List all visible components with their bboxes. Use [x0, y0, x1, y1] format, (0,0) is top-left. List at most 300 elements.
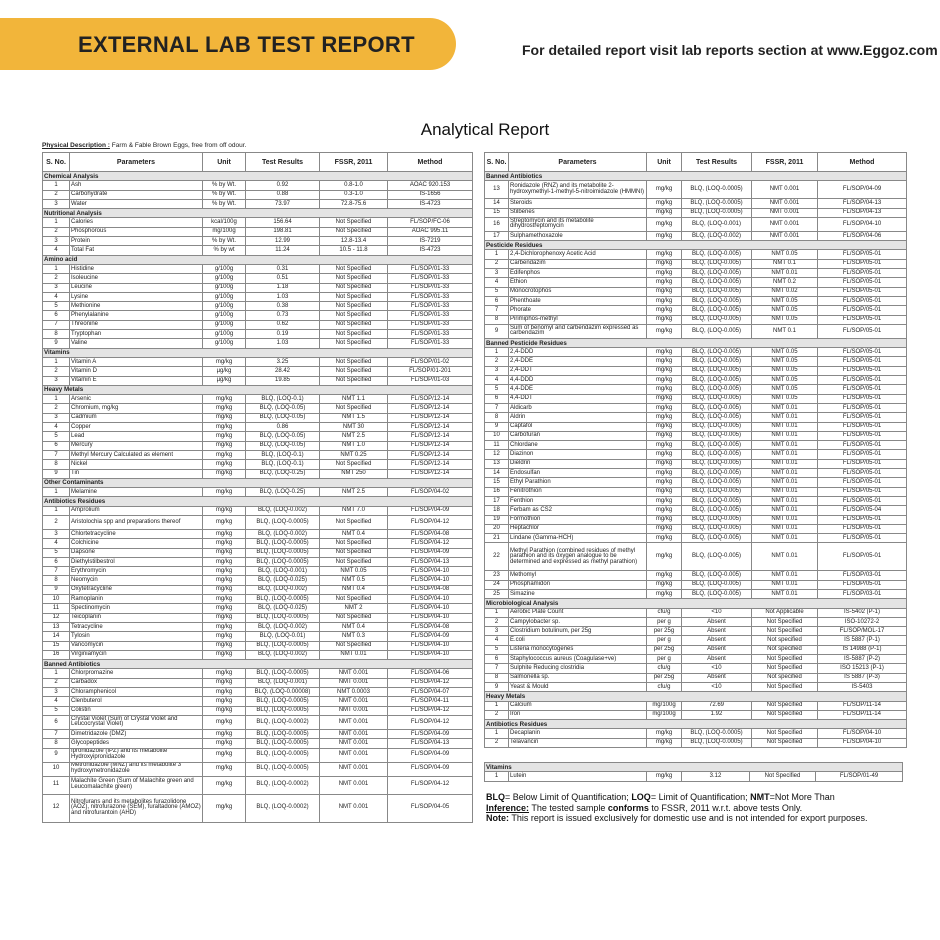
table-row: [485, 515, 907, 524]
table-cell: 1: [485, 729, 509, 738]
section-title: Antibiotics Residues: [43, 497, 473, 506]
table-cell: Lutein: [509, 772, 647, 781]
section-title: Banned Antibiotics: [485, 172, 907, 181]
column-header: Unit: [647, 153, 682, 172]
table-cell: Formothion: [509, 515, 647, 524]
table-cell: Absent: [682, 655, 752, 664]
table-row: [43, 181, 473, 190]
table-cell: FL/SOP/11-14: [818, 701, 907, 710]
table-cell: BLQ, (LOQ-0.25): [246, 469, 320, 478]
table-row: [43, 199, 473, 208]
section-header-row: [43, 348, 473, 357]
table-cell: NMT 2.5: [320, 488, 388, 497]
table-cell: NMT 0.01: [752, 413, 818, 422]
table-cell: Virginiamycin: [70, 650, 203, 659]
table-cell: mg/kg: [203, 604, 246, 613]
table-cell: 10: [43, 762, 70, 776]
table-cell: 3: [43, 283, 70, 292]
table-row: [43, 274, 473, 283]
table-cell: Lindane (Gamma-HCH): [509, 534, 647, 543]
table-cell: 11: [485, 441, 509, 450]
table-cell: g/100g: [203, 339, 246, 348]
table-cell: BLQ, (LOQ-0.05): [246, 432, 320, 441]
table-row: [485, 469, 907, 478]
table-cell: BLQ, (LOQ-0.002): [246, 529, 320, 538]
table-cell: BLQ, (LOQ-0.005): [682, 315, 752, 324]
table-cell: Not Specified: [752, 655, 818, 664]
table-cell: 0.3-1.0: [320, 190, 388, 199]
table-row: [485, 269, 907, 278]
table-cell: 3: [43, 413, 70, 422]
table-cell: FL/SOP/04-12: [388, 715, 473, 729]
table-row: [43, 567, 473, 576]
table-cell: mg/kg: [203, 450, 246, 459]
table-row: [485, 589, 907, 598]
table-cell: mg/kg: [203, 739, 246, 748]
table-cell: 7: [43, 567, 70, 576]
table-cell: Histidine: [70, 264, 203, 273]
table-row: [43, 748, 473, 762]
table-cell: BLQ, (LOQ-0.00008): [246, 688, 320, 697]
table-cell: FL/SOP/04-12: [388, 706, 473, 715]
table-row: [485, 394, 907, 403]
section-header-row: [485, 692, 907, 701]
table-cell: cfu/g: [647, 608, 682, 617]
table-cell: mg/kg: [647, 441, 682, 450]
table-cell: NMT 0.4: [320, 585, 388, 594]
table-cell: 14: [43, 632, 70, 641]
table-cell: NMT 0.1: [752, 259, 818, 268]
table-cell: FL/SOP/04-12: [388, 515, 473, 529]
table-cell: Clenbuterol: [70, 697, 203, 706]
table-cell: Not Specified: [320, 311, 388, 320]
table-cell: FL/SOP/12-14: [388, 441, 473, 450]
table-cell: mg/kg: [647, 524, 682, 533]
table-cell: IS 5887 (P-3): [818, 673, 907, 682]
table-cell: 4,4-DDE: [509, 385, 647, 394]
table-cell: Carbofuran: [509, 431, 647, 440]
section-header-row: [43, 172, 473, 181]
table-cell: mg/kg: [203, 688, 246, 697]
table-cell: cfu/g: [647, 664, 682, 673]
table-row: [485, 617, 907, 626]
table-cell: 2: [485, 259, 509, 268]
table-cell: mg/kg: [647, 589, 682, 598]
table-cell: Not Specified: [320, 641, 388, 650]
table-cell: mg/kg: [647, 199, 682, 208]
table-cell: Not Specified: [752, 664, 818, 673]
table-cell: BLQ, (LOQ-0.005): [682, 571, 752, 580]
table-row: [485, 608, 907, 617]
section-title: Heavy Metals: [485, 692, 907, 701]
table-cell: BLQ, (LOQ-0.005): [682, 478, 752, 487]
column-header: S. No.: [43, 153, 70, 172]
section-header-row: [43, 497, 473, 506]
section-title: Chemical Analysis: [43, 172, 473, 181]
table-cell: FL/SOP/05-01: [818, 422, 907, 431]
table-cell: Stilbenes: [509, 208, 647, 217]
table-cell: % by wt: [203, 246, 246, 255]
table-cell: FL/SOP/03-01: [818, 571, 907, 580]
table-cell: BLQ, (LOQ-0.005): [682, 403, 752, 412]
table-cell: IS 5887 (P-1): [818, 636, 907, 645]
table-cell: Chlordane: [509, 441, 647, 450]
table-cell: Yeast & Mould: [509, 682, 647, 691]
table-cell: IS-1656: [388, 190, 473, 199]
table-cell: 5: [43, 548, 70, 557]
table-header-row: [43, 153, 473, 172]
table-cell: BLQ, (LOQ-0.0005): [682, 208, 752, 217]
table-row: [43, 302, 473, 311]
table-cell: FL/SOP/04-10: [388, 613, 473, 622]
table-cell: FL/SOP/04-08: [388, 529, 473, 538]
table-cell: g/100g: [203, 320, 246, 329]
table-cell: mg/kg: [647, 772, 682, 781]
column-header: Parameters: [509, 153, 647, 172]
table-cell: Not Specified: [320, 357, 388, 366]
table-cell: 11.24: [246, 246, 320, 255]
table-cell: IS 14988 (P-1): [818, 645, 907, 654]
table-cell: 19.85: [246, 376, 320, 385]
table-cell: Colchicine: [70, 539, 203, 548]
table-row: [485, 324, 907, 338]
right-results-table: [484, 152, 907, 748]
table-cell: Valine: [70, 339, 203, 348]
table-row: [43, 227, 473, 236]
table-cell: 9: [43, 469, 70, 478]
table-cell: 4: [485, 376, 509, 385]
column-header: Test Results: [246, 153, 320, 172]
table-cell: NMT 0.01: [752, 422, 818, 431]
table-cell: Not Specified: [320, 283, 388, 292]
table-row: [43, 246, 473, 255]
table-cell: 16: [485, 487, 509, 496]
table-cell: 4,4-DDD: [509, 376, 647, 385]
table-cell: mg/kg: [203, 506, 246, 515]
table-cell: FL/SOP/01-33: [388, 339, 473, 348]
table-cell: NMT 0.01: [752, 450, 818, 459]
table-cell: Absent: [682, 617, 752, 626]
table-cell: 12: [43, 613, 70, 622]
table-cell: Absent: [682, 645, 752, 654]
table-cell: cfu/g: [647, 682, 682, 691]
table-cell: Decaplanin: [509, 729, 647, 738]
table-row: [43, 557, 473, 566]
table-cell: 2: [43, 367, 70, 376]
table-cell: BLQ, (LOQ-0.005): [682, 306, 752, 315]
table-cell: mg/kg: [647, 729, 682, 738]
table-cell: NMT 0.01: [752, 431, 818, 440]
table-cell: FL/SOP/05-01: [818, 431, 907, 440]
section-title: Microbiological Analysis: [485, 599, 907, 608]
table-cell: BLQ, (LOQ-0.002): [682, 231, 752, 240]
table-cell: IS-7219: [388, 237, 473, 246]
table-cell: Edifenphos: [509, 269, 647, 278]
table-cell: NMT 0.02: [752, 287, 818, 296]
table-cell: NMT 0.01: [752, 580, 818, 589]
table-cell: mg/kg: [203, 515, 246, 529]
table-cell: mg/kg: [647, 259, 682, 268]
table-cell: g/100g: [203, 292, 246, 301]
table-cell: mg/kg: [647, 738, 682, 747]
table-cell: Not Specified: [752, 729, 818, 738]
table-cell: FL/SOP/04-08: [388, 585, 473, 594]
table-cell: Methyl Mercury Calculated as element: [70, 450, 203, 459]
table-cell: Tylosin: [70, 632, 203, 641]
table-cell: FL/SOP/11-14: [818, 710, 907, 719]
table-cell: BLQ, (LOQ-0.0005): [682, 181, 752, 199]
table-cell: 2: [43, 404, 70, 413]
physical-description-text: Farm & Fable Brown Eggs, free from off odour.: [111, 142, 247, 149]
table-cell: 1.03: [246, 292, 320, 301]
table-cell: NMT 250: [320, 469, 388, 478]
table-cell: 4: [43, 246, 70, 255]
table-cell: FL/SOP/01-02: [388, 357, 473, 366]
table-cell: 156.64: [246, 218, 320, 227]
table-cell: mg/kg: [203, 794, 246, 822]
table-cell: Not Specified: [752, 682, 818, 691]
table-cell: 1: [43, 218, 70, 227]
table-row: [485, 441, 907, 450]
table-cell: FL/SOP/05-01: [818, 394, 907, 403]
table-cell: FL/SOP/01-33: [388, 264, 473, 273]
table-row: [43, 357, 473, 366]
table-cell: NMT 0.01: [752, 543, 818, 571]
table-cell: NMT 0.001: [752, 181, 818, 199]
table-cell: FL/SOP/04-05: [388, 794, 473, 822]
table-cell: FL/SOP/04-09: [388, 762, 473, 776]
table-cell: BLQ, (LOQ-0.0005): [246, 762, 320, 776]
table-cell: Monocrotophos: [509, 287, 647, 296]
table-row: [43, 776, 473, 794]
table-cell: BLQ, (LOQ-0.005): [682, 269, 752, 278]
column-header: Parameters: [70, 153, 203, 172]
column-header: Test Results: [682, 153, 752, 172]
table-cell: 4: [43, 539, 70, 548]
table-row: [485, 682, 907, 691]
table-cell: 3: [485, 627, 509, 636]
table-cell: 5: [485, 385, 509, 394]
table-cell: 11: [43, 776, 70, 794]
table-cell: mg/kg: [647, 269, 682, 278]
table-cell: mg/kg: [647, 208, 682, 217]
table-cell: NMT 0.01: [752, 478, 818, 487]
table-cell: NMT 0.01: [752, 403, 818, 412]
table-cell: FL/SOP/05-01: [818, 348, 907, 357]
table-cell: 16: [43, 650, 70, 659]
table-cell: Aristolochia spp and preparations thereof: [70, 515, 203, 529]
section-header-row: [43, 209, 473, 218]
table-cell: FL/SOP/01-33: [388, 274, 473, 283]
note-line: Note: This report is issued exclusively for domestic use and is not intended for export purposes.: [486, 813, 868, 823]
table-cell: 22: [485, 543, 509, 571]
table-cell: 15: [485, 478, 509, 487]
table-cell: FL/SOP/01-33: [388, 292, 473, 301]
table-cell: 10: [43, 595, 70, 604]
table-cell: Phosphamidon: [509, 580, 647, 589]
table-cell: Absent: [682, 627, 752, 636]
table-cell: Oxytetracycline: [70, 585, 203, 594]
table-cell: FL/SOP/04-12: [388, 678, 473, 687]
table-cell: mg/100g: [647, 710, 682, 719]
table-cell: mg/kg: [203, 539, 246, 548]
table-cell: 198.81: [246, 227, 320, 236]
table-cell: NMT 0.4: [320, 529, 388, 538]
table-cell: BLQ, (LOQ-0.005): [682, 450, 752, 459]
table-cell: NMT 0.001: [320, 715, 388, 729]
table-row: [485, 496, 907, 505]
table-cell: FL/SOP/05-01: [818, 315, 907, 324]
table-cell: 8: [43, 576, 70, 585]
table-cell: mg/kg: [203, 706, 246, 715]
table-row: [485, 403, 907, 412]
physical-description: [42, 142, 246, 149]
table-cell: Not Specified: [752, 710, 818, 719]
table-cell: Not specified: [752, 673, 818, 682]
table-cell: BLQ, (LOQ-0.05): [246, 441, 320, 450]
table-cell: ISO-10272-2: [818, 617, 907, 626]
table-cell: Spectinomycin: [70, 604, 203, 613]
table-cell: Water: [70, 199, 203, 208]
table-cell: FL/SOP/05-01: [818, 413, 907, 422]
table-row: [43, 548, 473, 557]
table-cell: per 25g: [647, 645, 682, 654]
table-cell: NMT 0.05: [752, 366, 818, 375]
table-cell: 3: [43, 688, 70, 697]
table-cell: 2,4-DDE: [509, 357, 647, 366]
banner-title: EXTERNAL LAB TEST REPORT: [78, 32, 415, 57]
table-cell: NMT 0.001: [320, 794, 388, 822]
table-cell: 7: [43, 320, 70, 329]
table-cell: Not Specified: [320, 320, 388, 329]
table-cell: BLQ, (LOQ-0.0005): [682, 199, 752, 208]
table-row: [43, 762, 473, 776]
table-cell: 4: [43, 697, 70, 706]
table-cell: IS-5402 (P-1): [818, 608, 907, 617]
table-cell: NMT 0.05: [752, 394, 818, 403]
table-cell: mg/kg: [203, 669, 246, 678]
table-cell: 19: [485, 515, 509, 524]
table-cell: BLQ, (LOQ-0.005): [682, 469, 752, 478]
table-cell: mg/kg: [203, 622, 246, 631]
table-cell: FL/SOP/05-01: [818, 385, 907, 394]
table-row: [485, 357, 907, 366]
table-cell: BLQ, (LOQ-0.005): [682, 376, 752, 385]
table-cell: g/100g: [203, 283, 246, 292]
table-row: [485, 231, 907, 240]
table-cell: Not Specified: [752, 738, 818, 747]
section-title: Pesticide Residues: [485, 241, 907, 250]
column-header: S. No.: [485, 153, 509, 172]
table-row: [43, 488, 473, 497]
table-cell: 9: [43, 585, 70, 594]
table-cell: 4,4-DDT: [509, 394, 647, 403]
table-cell: 7: [43, 450, 70, 459]
table-cell: 5: [485, 645, 509, 654]
table-cell: FL/SOP/04-13: [388, 739, 473, 748]
table-cell: 5: [485, 287, 509, 296]
table-cell: FL/SOP/05-01: [818, 366, 907, 375]
table-cell: BLQ, (LOQ-0.0005): [246, 641, 320, 650]
table-cell: FL/SOP/04-10: [818, 729, 907, 738]
table-cell: NMT 0.001: [752, 208, 818, 217]
table-cell: NMT 0.001: [320, 706, 388, 715]
table-cell: FL/SOP/04-06: [388, 669, 473, 678]
table-cell: 12.8-13.4: [320, 237, 388, 246]
table-cell: Copper: [70, 423, 203, 432]
table-cell: per g: [647, 636, 682, 645]
table-cell: BLQ, (LOQ-0.0005): [246, 515, 320, 529]
table-cell: AOAC 995.11: [388, 227, 473, 236]
table-cell: BLQ, (LOQ-0.005): [682, 357, 752, 366]
table-cell: per 25g: [647, 673, 682, 682]
table-cell: BLQ, (LOQ-0.05): [246, 413, 320, 422]
table-cell: FL/SOP/04-10: [388, 595, 473, 604]
table-row: [485, 422, 907, 431]
table-cell: mg/kg: [203, 576, 246, 585]
table-cell: Not Specified: [320, 595, 388, 604]
table-cell: mg/kg: [647, 217, 682, 231]
table-cell: 3: [43, 237, 70, 246]
table-cell: NMT 2.5: [320, 432, 388, 441]
table-cell: NMT 0.01: [752, 534, 818, 543]
table-cell: FL/SOP/05-01: [818, 259, 907, 268]
table-cell: mg/kg: [203, 488, 246, 497]
table-cell: 3: [43, 376, 70, 385]
table-cell: 73.97: [246, 199, 320, 208]
table-cell: 9: [485, 682, 509, 691]
table-cell: BLQ, (LOQ-0.1): [246, 450, 320, 459]
table-row: [485, 450, 907, 459]
vitamins-table: [484, 762, 903, 782]
table-cell: FL/SOP/05-01: [818, 357, 907, 366]
table-cell: Absent: [682, 673, 752, 682]
table-cell: BLQ, (LOQ-0.0005): [246, 557, 320, 566]
table-cell: g/100g: [203, 330, 246, 339]
table-cell: FL/SOP/04-09: [388, 729, 473, 738]
table-row: [485, 738, 907, 747]
table-cell: 1.92: [682, 710, 752, 719]
table-cell: NMT 0.3: [320, 632, 388, 641]
table-cell: BLQ, (LOQ-0.005): [682, 441, 752, 450]
section-header-row: [43, 385, 473, 394]
table-cell: NMT 0.01: [752, 589, 818, 598]
table-cell: Sulphamethoxazole: [509, 231, 647, 240]
table-cell: FL/SOP/04-09: [818, 181, 907, 199]
table-row: [485, 376, 907, 385]
table-row: [43, 729, 473, 738]
table-cell: Vitamin E: [70, 376, 203, 385]
table-cell: Chromium, mg/kg: [70, 404, 203, 413]
table-cell: mg/kg: [203, 641, 246, 650]
table-cell: Erythromycin: [70, 567, 203, 576]
table-cell: Protein: [70, 237, 203, 246]
table-cell: BLQ, (LOQ-0.025): [246, 576, 320, 585]
table-cell: 1: [485, 772, 509, 781]
left-results-table: [42, 152, 473, 823]
table-cell: NMT 0.05: [752, 296, 818, 305]
table-cell: 15: [485, 208, 509, 217]
table-cell: 2,4-DDT: [509, 366, 647, 375]
table-cell: mg/kg: [647, 306, 682, 315]
table-cell: 1: [485, 701, 509, 710]
table-cell: FL/SOP/05-01: [818, 250, 907, 259]
table-cell: kcal/100g: [203, 218, 246, 227]
table-cell: FL/SOP/04-11: [388, 697, 473, 706]
table-cell: 6: [485, 394, 509, 403]
table-row: [485, 571, 907, 580]
table-cell: BLQ, (LOQ-0.005): [682, 287, 752, 296]
